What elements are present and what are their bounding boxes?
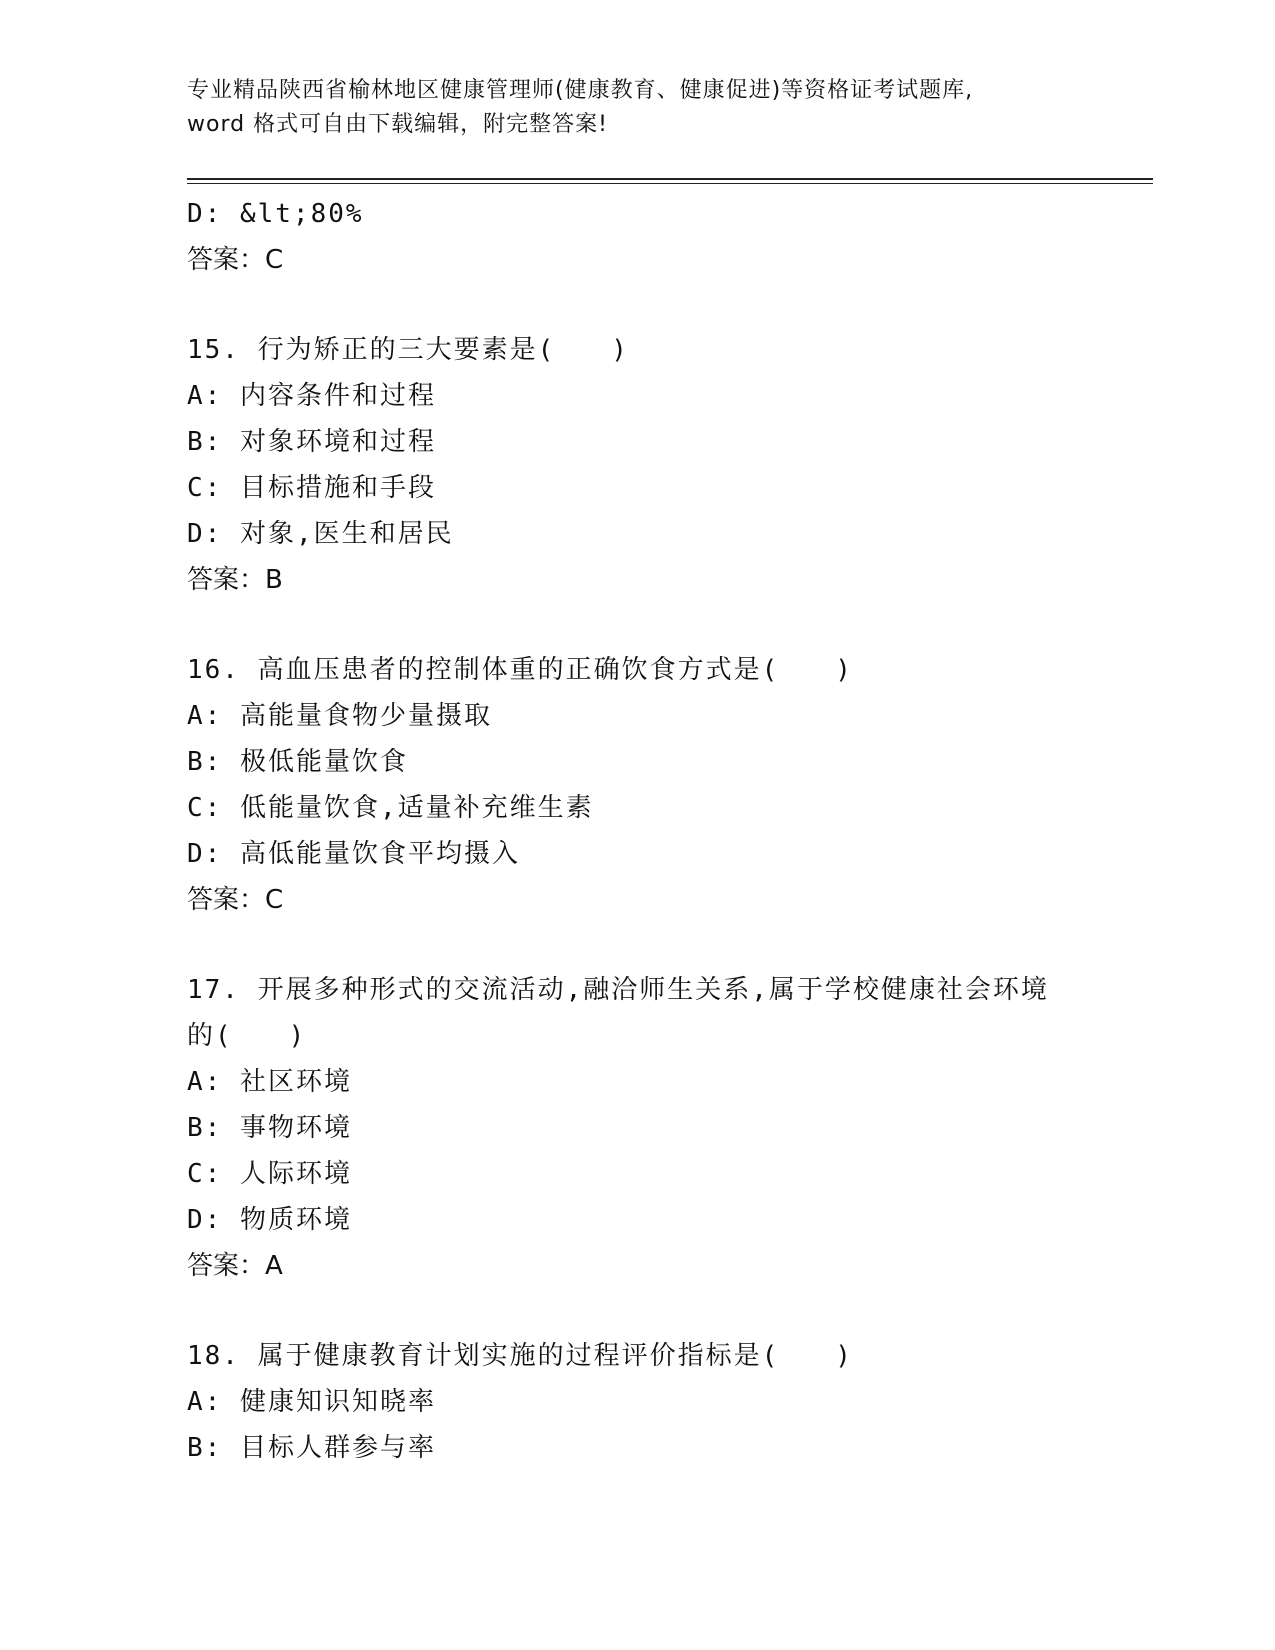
- q15-option-a: A: 内容条件和过程: [187, 381, 436, 411]
- spacer: [187, 923, 1117, 967]
- q15-option-b: B: 对象环境和过程: [187, 427, 436, 457]
- q17-option-c: C: 人际环境: [187, 1159, 352, 1189]
- q16-answer: 答案：C: [187, 885, 284, 915]
- header-rule-thin: [187, 183, 1153, 184]
- q17-title-line-1: 17. 开展多种形式的交流活动,融洽师生关系,属于学校健康社会环境: [187, 975, 1049, 1005]
- q18-option-a: A: 健康知识知晓率: [187, 1387, 436, 1417]
- q16-option-a: A: 高能量食物少量摄取: [187, 701, 492, 731]
- question-content: [187, 191, 1117, 1471]
- q15-title: 15. 行为矫正的三大要素是( ): [187, 335, 629, 365]
- q16-option-b: B: 极低能量饮食: [187, 747, 408, 777]
- q17-option-b: B: 事物环境: [187, 1113, 352, 1143]
- q17-option-a: A: 社区环境: [187, 1067, 352, 1097]
- q16-option-d: D: 高低能量饮食平均摄入: [187, 839, 520, 869]
- q17-option-d: D: 物质环境: [187, 1205, 352, 1235]
- header-rule-thick: [187, 178, 1153, 180]
- q15-option-c: C: 目标措施和手段: [187, 473, 436, 503]
- q16-option-c: C: 低能量饮食,适量补充维生素: [187, 793, 594, 823]
- q17-answer: 答案：A: [187, 1251, 283, 1281]
- spacer: [187, 603, 1117, 647]
- q17-title-line-2: 的( ): [187, 1021, 307, 1051]
- spacer: [187, 1289, 1117, 1333]
- header-line-1: 专业精品陕西省榆林地区健康管理师(健康教育、健康促进)等资格证考试题库,: [187, 78, 974, 103]
- header-line-2: word 格式可自由下载编辑，附完整答案!: [187, 112, 608, 137]
- q15-option-d: D: 对象,医生和居民: [187, 519, 454, 549]
- q15-answer: 答案：B: [187, 565, 283, 595]
- q18-title: 18. 属于健康教育计划实施的过程评价指标是( ): [187, 1341, 853, 1371]
- q14-option-d: D: &lt;80%: [187, 199, 364, 229]
- q18-option-b: B: 目标人群参与率: [187, 1433, 436, 1463]
- spacer: [187, 283, 1117, 327]
- page-header: [187, 74, 1147, 142]
- q16-title: 16. 高血压患者的控制体重的正确饮食方式是( ): [187, 655, 853, 685]
- q14-answer: 答案：C: [187, 245, 284, 275]
